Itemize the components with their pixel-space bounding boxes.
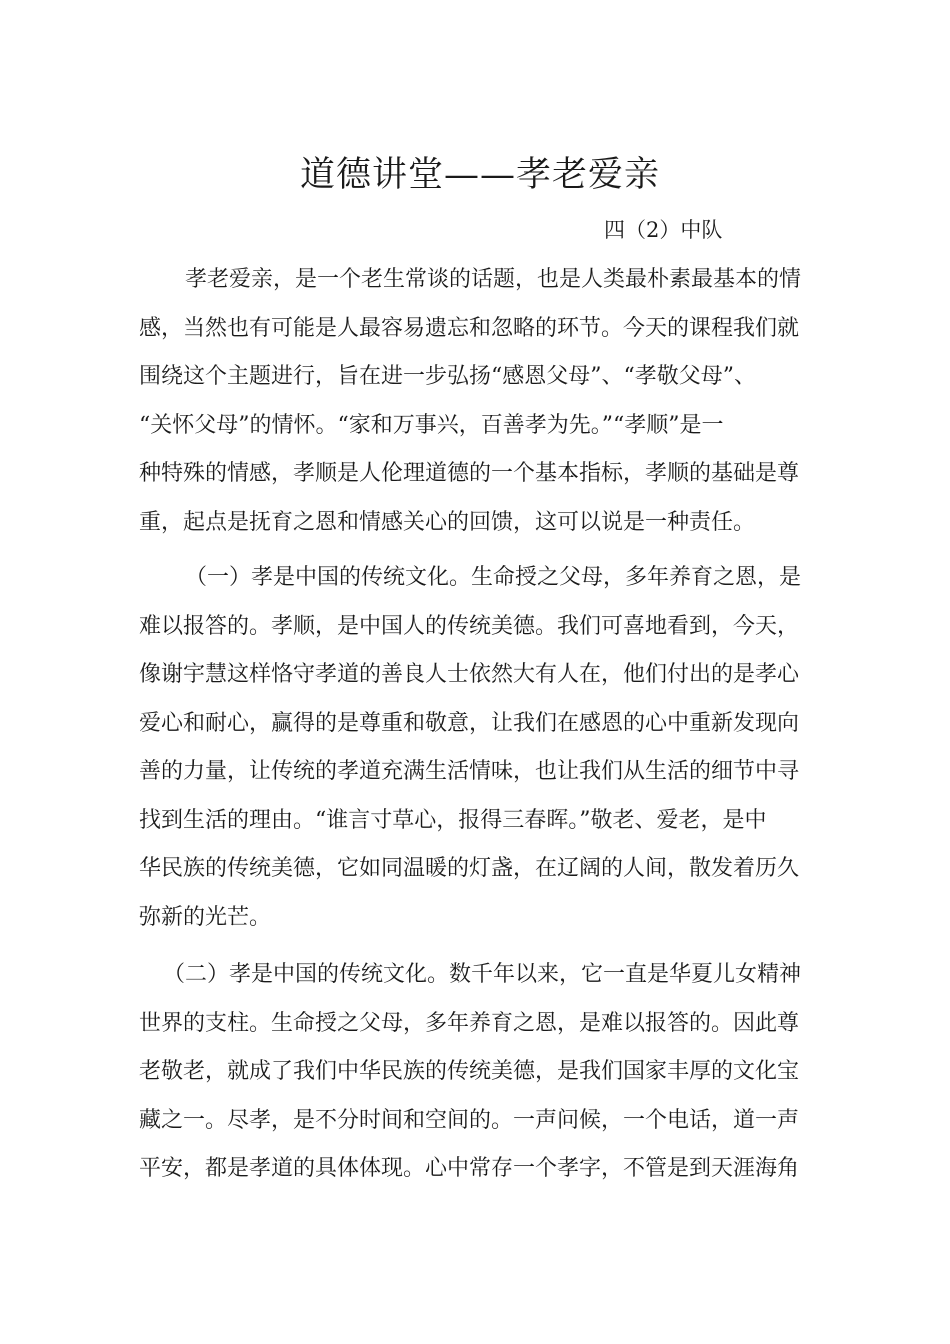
text-line: 孝老爱亲，是一个老生常谈的话题，也是人类最朴素最基本的情	[185, 267, 802, 292]
text-line: 找到生活的理由。“谁言寸草心，报得三春晖。”敬老、爱老，是中	[139, 807, 767, 833]
text-line: 平安，都是孝道的具体体现。心中常存一个孝字，不管是到天涯海角	[139, 1156, 800, 1181]
paragraph-section-one	[139, 554, 829, 942]
text-line: 弥新的光芒。	[139, 904, 272, 930]
text-line: 华民族的传统美德，它如同温暖的灯盏，在辽阔的人间，散发着历久	[139, 856, 800, 881]
text-line: 像谢宇慧这样恪守孝道的善良人士依然大有人在，他们付出的是孝心	[139, 662, 800, 687]
team-label: 四（2）中队	[604, 218, 723, 242]
paragraph-intro	[139, 256, 829, 547]
document-title: 道德讲堂——孝老爱亲	[299, 155, 660, 195]
text-line: （一）孝是中国的传统文化。生命授之父母，多年养育之恩，是	[185, 565, 802, 590]
text-line: 种特殊的情感，孝顺是人伦理道德的一个基本指标，孝顺的基础是尊	[139, 461, 800, 486]
text-line: 围绕这个主题进行，旨在进一步弘扬“感恩父母”、“孝敬父母”、	[139, 364, 756, 389]
text-line: 老敬老，就成了我们中华民族的传统美德，是我们国家丰厚的文化宝	[139, 1059, 800, 1084]
text-line: 藏之一。尽孝，是不分时间和空间的。一声问候，一个电话，道一声	[139, 1107, 800, 1133]
paragraph-section-two	[139, 951, 829, 1194]
text-line: 世界的支柱。生命授之父母，多年养育之恩，是难以报答的。因此尊	[139, 1010, 800, 1036]
text-line: 爱心和耐心，赢得的是尊重和敬意，让我们在感恩的心中重新发现向	[139, 710, 800, 736]
text-line: 善的力量，让传统的孝道充满生活情味，也让我们从生活的细节中寻	[139, 759, 800, 784]
text-line: （二）孝是中国的传统文化。数千年以来，它一直是华夏儿女精神	[163, 962, 802, 987]
text-line: 感，当然也有可能是人最容易遗忘和忽略的环节。今天的课程我们就	[139, 315, 800, 341]
text-line: 难以报答的。孝顺，是中国人的传统美德。我们可喜地看到，今天，	[139, 613, 800, 639]
text-line: “关怀父母”的情怀。“家和万事兴，百善孝为先。”“孝顺”是一	[139, 412, 724, 438]
text-line: 重，起点是抚育之恩和情感关心的回馈，这可以说是一种责任。	[139, 509, 756, 535]
